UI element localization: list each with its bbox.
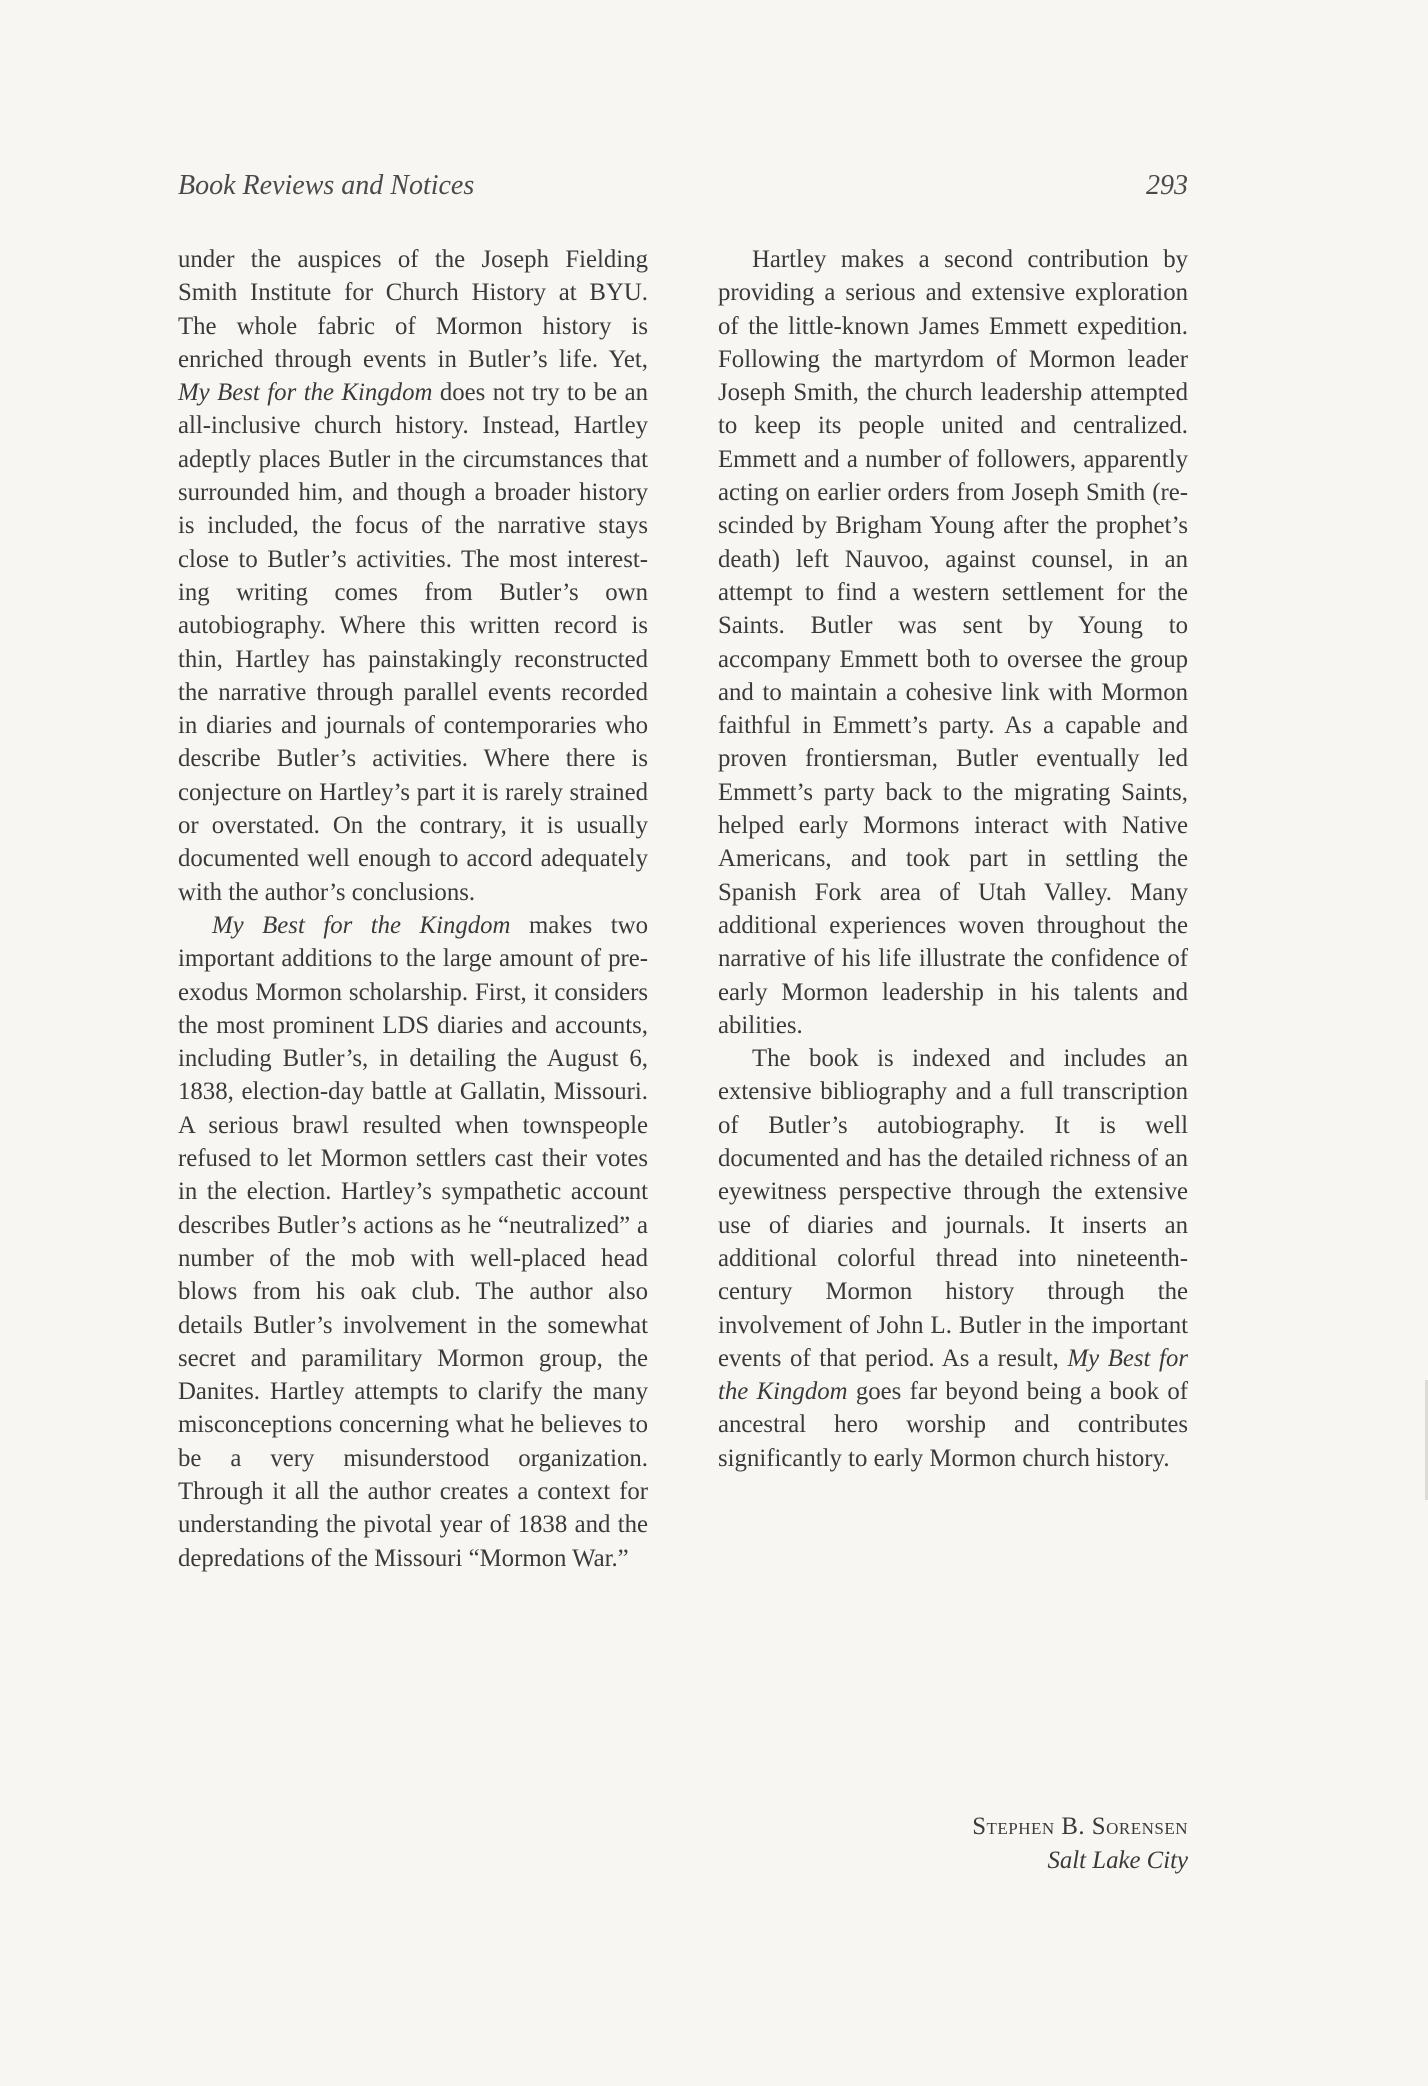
text-run: The book is indexed and includes an extensive bibliography and a full transcription of Butler’s autobiography. It is well documented and has the detailed richness of an eyewitness perspective through the extensive use of diaries and journals. It inserts an additional colorful thread into nineteenth-century Mormon history through the involvement of John L. Butler in the important events of that period. As a result, — [718, 1045, 1188, 1372]
reviewer-location: Salt Lake City — [1047, 1847, 1188, 1874]
text-run: does not try to be an all-inclusive church history. Instead, Hartley adeptly places Butler in the circumstances that surrounded him, and though a broader history is included, the focus of the narrative stays close to Butler’s activities. The most interesting writing comes from Butler’s own autobiography. Where this written record is thin, Hartley has painstakingly reconstructed the narrative through parallel events recorded in diaries and journals of contemporaries who describe Butler’s activities. Where there is conjecture on Hartley’s part it is rarely strained or overstated. On the contrary, it is usually documented well enough to accord adequately with the author’s conclusions. — [178, 379, 648, 906]
paragraph — [718, 243, 1188, 1042]
reviewer-signature — [718, 1810, 1188, 1878]
left-column — [178, 243, 648, 1575]
text-run: makes two important additions to the large amount of pre-exodus Mormon scholarship. First, it considers the most prominent LDS diaries and accounts, including Butler’s, in detailing the August 6, 1838, election-day battle at Gallatin, Missouri. A serious brawl resulted when townspeople refused to let Mormon settlers cast their votes in the election. Hartley’s sympathetic account describes Butler’s actions as he “neutralized” a number of the mob with well-placed head blows from his oak club. The author also details Butler’s involvement in the somewhat secret and paramilitary Mormon group, the Danites. Hartley attempts to clarify the many misconceptions concerning what he believes to be a very misunderstood organization. Through it all the author creates a context for understanding the pivotal year of 1838 and the depredations of the Missouri “Mormon War.” — [178, 911, 648, 1572]
book-title: My Best for the Kingdom — [212, 911, 511, 939]
text-run: under the auspices of the Joseph Fielding Smith Institute for Church History at BYU. The whole fabric of Mormon history is enriched through events in Butler’s life. Yet, — [178, 246, 648, 373]
text-run: goes far beyond being a book of ancestral hero worship and contributes significantly to early Mormon church history. — [718, 1378, 1188, 1472]
reviewer-name: Stephen B. Sorensen — [972, 1813, 1188, 1840]
book-title: My Best for the Kingdom — [718, 1344, 1188, 1406]
running-header — [178, 170, 1188, 210]
right-column — [718, 243, 1188, 1475]
paragraph — [178, 243, 648, 909]
running-title: Book Reviews and Notices — [178, 170, 475, 201]
paragraph — [718, 1042, 1188, 1475]
page-number: 293 — [1146, 170, 1188, 201]
paragraph — [178, 909, 648, 1575]
book-title: My Best for the Kingdom — [178, 379, 433, 407]
text-run: Hartley makes a second contribution by providing a serious and extensive exploration of the little-known James Emmett expedition. Following the martyrdom of Mormon leader Joseph Smith, the church leadership attempted to keep its people united and centralized. Emmett and a number of followers, apparently acting on earlier orders from Joseph Smith (rescinded by Brigham Young after the prophet’s death) left Nauvoo, against counsel, in an attempt to find a western settlement for the Saints. Butler was sent by Young to accompany Emmett both to oversee the group and to maintain a cohesive link with Mormon faithful in Emmett’s party. As a capable and proven frontiersman, Butler eventually led Emmett’s party back to the migrating Saints, helped early Mormons interact with Native Americans, and took part in settling the Spanish Fork area of Utah Valley. Many additional experiences woven throughout the narrative of his life illustrate the confidence of early Mormon leadership in his talents and abilities. — [718, 246, 1188, 1039]
